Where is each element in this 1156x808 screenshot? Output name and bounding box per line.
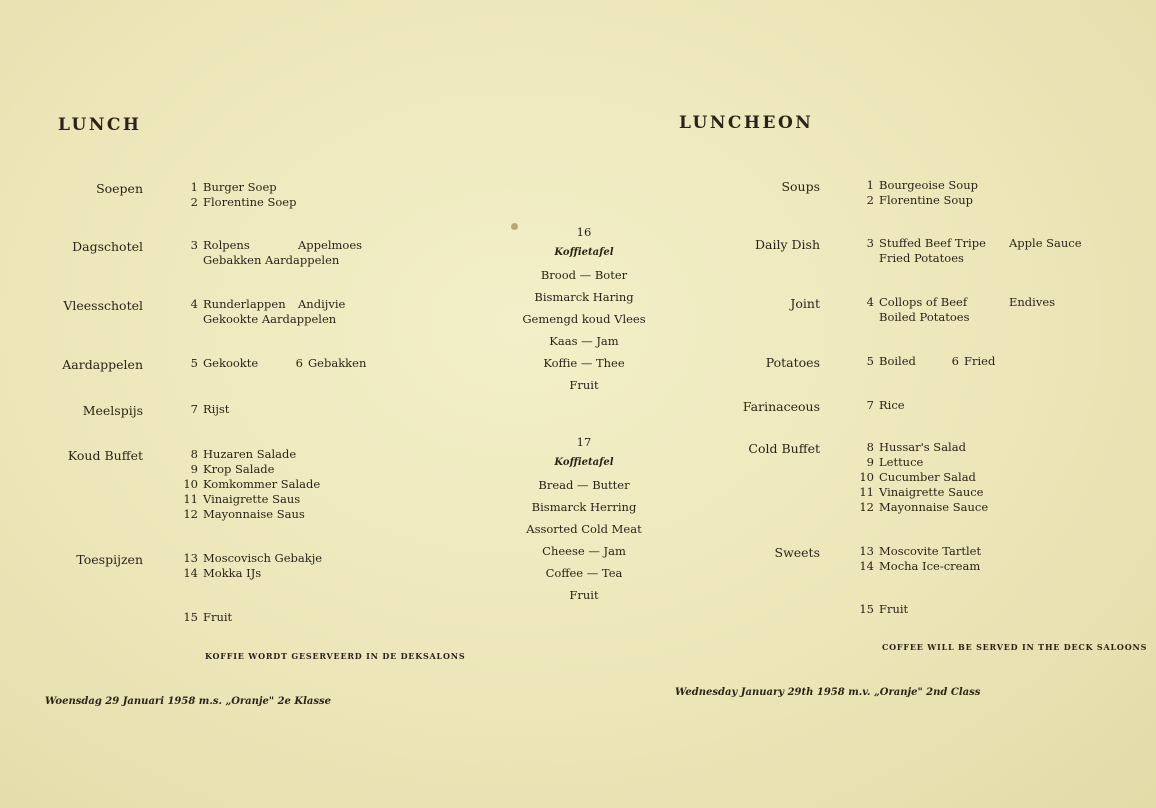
item-text: Mokka IJs bbox=[203, 566, 262, 580]
menu-subtitle: Koffietafel bbox=[554, 247, 614, 258]
item-number: 14 bbox=[859, 559, 874, 573]
category-label: Potatoes bbox=[765, 355, 820, 370]
category-label: Joint bbox=[790, 296, 820, 311]
footer-dutch: Woensdag 29 Januari 1958 m.s. „Oranje" 2e Klasse bbox=[45, 696, 331, 707]
category-label: Daily Dish bbox=[755, 237, 820, 252]
menu-items bbox=[180, 447, 320, 522]
item-number: 4 bbox=[866, 295, 874, 309]
item-text: Bourgeoise Soup bbox=[879, 178, 978, 192]
item-text: Rijst bbox=[203, 402, 230, 416]
menu-item bbox=[856, 178, 978, 193]
koffietafel-line: Bismarck Haring bbox=[534, 290, 634, 304]
item-number: 11 bbox=[859, 485, 874, 499]
item-number: 1 bbox=[190, 180, 198, 194]
koffietafel-line: Gemengd koud Vlees bbox=[522, 312, 646, 326]
item-text: Krop Salade bbox=[203, 462, 275, 476]
item-text: Komkommer Salade bbox=[203, 477, 321, 491]
menu-items bbox=[180, 551, 322, 581]
menu-item bbox=[856, 251, 1082, 266]
menu-item bbox=[856, 440, 988, 455]
item-number: 2 bbox=[190, 195, 198, 209]
item-number: 11 bbox=[183, 492, 198, 506]
menu-items bbox=[856, 236, 1082, 266]
menu-item bbox=[180, 402, 229, 417]
menu-items bbox=[856, 544, 981, 574]
menu-items bbox=[856, 178, 978, 208]
coffee-note-dutch: KOFFIE WORDT GESERVEERD IN DE DEKSALONS bbox=[205, 651, 466, 661]
menu-item bbox=[180, 462, 320, 477]
item-number: 3 bbox=[866, 236, 874, 250]
koffietafel-line: Fruit bbox=[569, 588, 599, 602]
item-text: Mayonnaise Sauce bbox=[879, 500, 989, 514]
item-text: Gebakken Aardappelen bbox=[203, 253, 340, 267]
item-text: Stuffed Beef Tripe bbox=[879, 236, 986, 250]
item-number: 3 bbox=[190, 238, 198, 252]
menu-item bbox=[180, 312, 345, 327]
koffietafel-line: Cheese — Jam bbox=[542, 544, 626, 558]
menu-item bbox=[856, 500, 988, 515]
item-text: Collops of Beef bbox=[879, 295, 968, 309]
item-text: Vinaigrette Saus bbox=[203, 492, 301, 506]
item-text: Fruit bbox=[879, 602, 909, 616]
item-number: 13 bbox=[183, 551, 198, 565]
menu-item bbox=[856, 544, 981, 559]
menu-item bbox=[856, 455, 988, 470]
koffietafel-line: Fruit bbox=[569, 378, 599, 392]
koffietafel-line: Assorted Cold Meat bbox=[526, 522, 642, 536]
menu-items bbox=[180, 297, 345, 327]
item-side-dish: Gebakken bbox=[308, 356, 367, 370]
menu-items bbox=[180, 356, 366, 371]
koffietafel-line: Koffie — Thee bbox=[543, 356, 625, 370]
category-label: Cold Buffet bbox=[748, 441, 820, 456]
menu-item bbox=[180, 238, 362, 253]
menu-item bbox=[856, 193, 978, 208]
item-number: 6 bbox=[295, 356, 303, 370]
item-text: Rolpens bbox=[203, 238, 250, 252]
item-number bbox=[856, 310, 874, 325]
koffietafel-line: Bismarck Herring bbox=[531, 500, 637, 514]
item-side-dish: Endives bbox=[1009, 295, 1056, 309]
menu-item bbox=[180, 477, 320, 492]
menu-item bbox=[180, 253, 362, 268]
menu-items bbox=[856, 354, 995, 369]
menu-number: 17 bbox=[576, 435, 592, 449]
item-number: 7 bbox=[866, 398, 874, 412]
menu-items bbox=[180, 238, 362, 268]
menu-item bbox=[180, 492, 320, 507]
item-text: Mocha Ice-cream bbox=[879, 559, 981, 573]
item-text: Rice bbox=[879, 398, 905, 412]
menu-item bbox=[856, 398, 905, 413]
menu-item bbox=[180, 180, 296, 195]
menu-item bbox=[856, 295, 1055, 310]
item-text: Moscovisch Gebakje bbox=[203, 551, 323, 565]
menu-item bbox=[856, 602, 908, 617]
item-side-dish: Andijvie bbox=[298, 297, 346, 311]
menu-items bbox=[856, 295, 1055, 325]
item-text: Burger Soep bbox=[203, 180, 277, 194]
page-title-dutch: LUNCH bbox=[58, 115, 142, 135]
item-number: 8 bbox=[190, 447, 198, 461]
menu-item bbox=[180, 551, 322, 566]
menu-item bbox=[180, 610, 232, 625]
item-side-dish: Apple Sauce bbox=[1009, 236, 1082, 250]
category-label: Soups bbox=[781, 179, 820, 194]
item-text: Florentine Soup bbox=[879, 193, 974, 207]
item-number: 9 bbox=[866, 455, 874, 469]
menu-items bbox=[180, 402, 229, 417]
menu-item bbox=[856, 354, 995, 369]
menu-item bbox=[856, 310, 1055, 325]
category-label: Koud Buffet bbox=[67, 448, 143, 463]
item-text: Boiled Potatoes bbox=[879, 310, 970, 324]
item-number: 13 bbox=[859, 544, 874, 558]
item-number: 9 bbox=[190, 462, 198, 476]
item-number: 6 bbox=[951, 354, 959, 368]
koffietafel-line: Bread — Butter bbox=[538, 478, 630, 492]
menu-item bbox=[180, 297, 345, 312]
item-text: Fruit bbox=[203, 610, 233, 624]
category-label: Dagschotel bbox=[72, 239, 143, 254]
item-number: 12 bbox=[183, 507, 198, 521]
item-text: Gekookte bbox=[203, 356, 259, 370]
category-label: Soepen bbox=[96, 181, 143, 196]
item-side-dish: Appelmoes bbox=[298, 238, 363, 252]
menu-item bbox=[180, 195, 296, 210]
category-label: Toespijzen bbox=[76, 552, 143, 567]
menu-item bbox=[180, 356, 366, 371]
category-label: Sweets bbox=[774, 545, 820, 560]
menu-items bbox=[856, 440, 988, 515]
page-title-english: LUNCHEON bbox=[679, 113, 814, 133]
item-text: Cucumber Salad bbox=[879, 470, 976, 484]
koffietafel-block bbox=[504, 435, 664, 610]
koffietafel-line: Coffee — Tea bbox=[545, 566, 623, 580]
footer-english: Wednesday January 29th 1958 m.v. „Oranje" 2nd Class bbox=[675, 687, 981, 698]
menu-item bbox=[180, 566, 322, 581]
menu-items bbox=[180, 180, 296, 210]
menu-items bbox=[856, 398, 905, 413]
item-text: Lettuce bbox=[879, 455, 924, 469]
item-text: Hussar's Salad bbox=[879, 440, 966, 454]
item-text: Fried Potatoes bbox=[879, 251, 964, 265]
koffietafel-line: Brood — Boter bbox=[540, 268, 628, 282]
menu-item bbox=[856, 470, 988, 485]
item-number: 10 bbox=[183, 477, 198, 491]
item-number bbox=[180, 253, 198, 268]
item-number: 4 bbox=[190, 297, 198, 311]
item-text: Moscovite Tartlet bbox=[879, 544, 982, 558]
item-number: 15 bbox=[183, 610, 198, 624]
koffietafel-line: Kaas — Jam bbox=[549, 334, 619, 348]
item-number: 1 bbox=[866, 178, 874, 192]
item-number: 14 bbox=[183, 566, 198, 580]
menu-items bbox=[856, 602, 908, 617]
item-number: 7 bbox=[190, 402, 198, 416]
menu-item bbox=[856, 485, 988, 500]
menu-number: 16 bbox=[576, 225, 592, 239]
item-number: 10 bbox=[859, 470, 874, 484]
item-number: 8 bbox=[866, 440, 874, 454]
item-side-dish: Fried bbox=[964, 354, 996, 368]
item-text: Florentine Soep bbox=[203, 195, 297, 209]
item-number: 5 bbox=[190, 356, 198, 370]
item-number: 5 bbox=[866, 354, 874, 368]
menu-subtitle: Koffietafel bbox=[554, 457, 614, 468]
item-text: Vinaigrette Sauce bbox=[879, 485, 984, 499]
menu-item bbox=[180, 447, 320, 462]
category-label: Vleesschotel bbox=[63, 298, 143, 313]
category-label: Aardappelen bbox=[62, 357, 143, 372]
item-text: Mayonnaise Saus bbox=[203, 507, 305, 521]
item-text: Boiled bbox=[879, 354, 916, 368]
item-number: 2 bbox=[866, 193, 874, 207]
menu-items bbox=[180, 610, 232, 625]
item-number: 12 bbox=[859, 500, 874, 514]
coffee-note-english: COFFEE WILL BE SERVED IN THE DECK SALOONS bbox=[882, 642, 1148, 652]
item-text: Gekookte Aardappelen bbox=[203, 312, 337, 326]
category-label: Farinaceous bbox=[742, 399, 820, 414]
item-number bbox=[856, 251, 874, 266]
item-text: Huzaren Salade bbox=[203, 447, 297, 461]
menu-item bbox=[856, 236, 1082, 251]
menu-item bbox=[180, 507, 320, 522]
item-number: 15 bbox=[859, 602, 874, 616]
item-number bbox=[180, 312, 198, 327]
menu-item bbox=[856, 559, 981, 574]
koffietafel-block bbox=[504, 225, 664, 400]
category-label: Meelspijs bbox=[82, 403, 143, 418]
item-text: Runderlappen bbox=[203, 297, 286, 311]
